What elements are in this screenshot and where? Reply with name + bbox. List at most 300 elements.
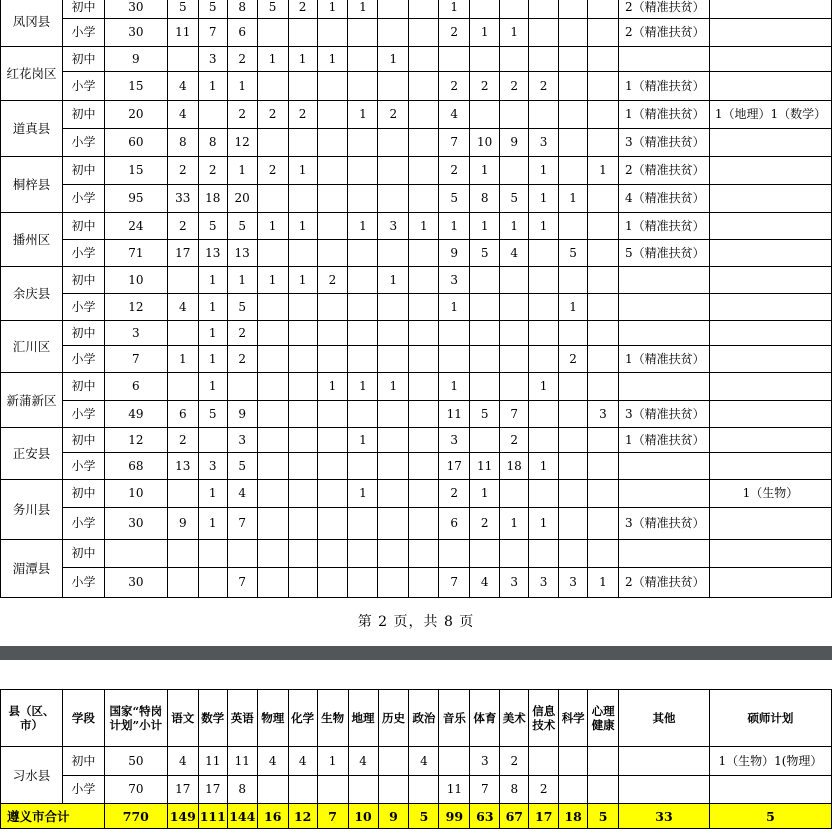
school-stage: 初中 xyxy=(62,101,104,129)
count-cell xyxy=(588,72,619,101)
count-cell: 1 xyxy=(227,267,257,294)
other-cell xyxy=(618,453,709,480)
count-cell: 4 xyxy=(348,747,378,776)
count-cell xyxy=(348,129,378,157)
count-cell: 8 xyxy=(198,129,227,157)
count-cell: 1 xyxy=(198,294,227,321)
total-cell: 33 xyxy=(619,804,710,829)
count-cell xyxy=(348,294,378,321)
count-cell: 7 xyxy=(104,346,167,373)
count-cell xyxy=(317,129,348,157)
page-separator xyxy=(0,646,832,660)
count-cell xyxy=(439,321,470,346)
count-cell xyxy=(559,213,588,240)
count-cell: 9 xyxy=(104,47,167,72)
count-cell: 1 xyxy=(439,373,470,401)
count-cell xyxy=(257,321,288,346)
count-cell xyxy=(409,428,439,453)
count-cell xyxy=(500,373,529,401)
other-cell: 1（精准扶贫） xyxy=(618,213,709,240)
count-cell: 5 xyxy=(227,213,257,240)
count-cell xyxy=(378,321,409,346)
other-cell: 1（精准扶贫） xyxy=(618,101,709,129)
count-cell xyxy=(257,428,288,453)
count-cell: 2 xyxy=(167,428,198,453)
count-cell: 5 xyxy=(559,240,588,267)
count-cell: 4 xyxy=(167,747,198,776)
count-cell: 3 xyxy=(588,401,619,428)
county-name: 正安县 xyxy=(1,428,63,480)
count-cell xyxy=(559,540,588,568)
count-cell xyxy=(317,72,348,101)
count-cell xyxy=(257,508,288,540)
count-cell xyxy=(588,240,619,267)
count-cell: 11 xyxy=(470,453,500,480)
count-cell: 30 xyxy=(104,508,167,540)
count-cell: 2 xyxy=(470,508,500,540)
school-stage: 小学 xyxy=(62,294,104,321)
count-cell xyxy=(470,294,500,321)
count-cell: 1 xyxy=(348,0,378,19)
table-row xyxy=(1,101,832,129)
count-cell xyxy=(529,480,559,508)
count-cell xyxy=(257,129,288,157)
count-cell: 3 xyxy=(470,747,500,776)
count-cell xyxy=(588,776,619,804)
header-history: 历史 xyxy=(378,690,409,747)
count-cell xyxy=(559,19,588,47)
count-cell: 2 xyxy=(227,346,257,373)
header-pe: 体育 xyxy=(470,690,500,747)
count-cell: 17 xyxy=(167,776,198,804)
count-cell xyxy=(559,129,588,157)
count-cell xyxy=(348,401,378,428)
count-cell xyxy=(378,185,409,213)
header-chemistry: 化学 xyxy=(288,690,317,747)
count-cell xyxy=(588,213,619,240)
master-plan-cell xyxy=(709,129,831,157)
count-cell: 4 xyxy=(439,101,470,129)
count-cell: 1 xyxy=(227,157,257,185)
count-cell: 1 xyxy=(257,267,288,294)
count-cell: 1 xyxy=(348,480,378,508)
count-cell: 5 xyxy=(470,401,500,428)
count-cell xyxy=(529,267,559,294)
count-cell: 5 xyxy=(257,0,288,19)
count-cell: 7 xyxy=(470,776,500,804)
count-cell xyxy=(378,428,409,453)
count-cell: 2 xyxy=(288,101,317,129)
count-cell xyxy=(348,72,378,101)
count-cell xyxy=(348,19,378,47)
count-cell: 7 xyxy=(198,19,227,47)
total-cell: 12 xyxy=(288,804,317,829)
total-cell: 149 xyxy=(167,804,198,829)
count-cell: 2 xyxy=(198,157,227,185)
table-row xyxy=(1,373,832,401)
total-cell: 99 xyxy=(439,804,470,829)
count-cell: 9 xyxy=(439,240,470,267)
count-cell xyxy=(167,321,198,346)
count-cell xyxy=(588,0,619,19)
count-cell xyxy=(288,428,317,453)
count-cell xyxy=(409,540,439,568)
count-cell xyxy=(439,747,470,776)
count-cell: 4 xyxy=(500,240,529,267)
count-cell: 1 xyxy=(198,480,227,508)
count-cell xyxy=(439,540,470,568)
count-cell: 8 xyxy=(167,129,198,157)
count-cell: 18 xyxy=(198,185,227,213)
count-cell xyxy=(500,480,529,508)
count-cell xyxy=(378,776,409,804)
county-name: 凤冈县 xyxy=(1,0,63,47)
count-cell xyxy=(288,321,317,346)
count-cell: 1 xyxy=(288,157,317,185)
count-cell xyxy=(348,508,378,540)
count-cell xyxy=(559,776,588,804)
count-cell xyxy=(378,129,409,157)
table-row xyxy=(1,321,832,346)
header-psychology: 心理健康 xyxy=(588,690,619,747)
other-cell xyxy=(618,480,709,508)
count-cell: 7 xyxy=(227,568,257,598)
count-cell xyxy=(288,373,317,401)
count-cell: 2 xyxy=(317,267,348,294)
count-cell: 30 xyxy=(104,0,167,19)
total-cell: 16 xyxy=(257,804,288,829)
count-cell xyxy=(409,267,439,294)
count-cell xyxy=(317,294,348,321)
count-cell xyxy=(559,373,588,401)
county-name: 红花岗区 xyxy=(1,47,63,101)
count-cell: 3 xyxy=(439,428,470,453)
count-cell: 1 xyxy=(227,72,257,101)
count-cell xyxy=(529,294,559,321)
count-cell xyxy=(348,47,378,72)
header-geography: 地理 xyxy=(348,690,378,747)
master-plan-cell xyxy=(709,321,831,346)
table-row xyxy=(1,747,832,776)
count-cell xyxy=(288,568,317,598)
school-stage: 初中 xyxy=(62,428,104,453)
count-cell xyxy=(167,480,198,508)
count-cell: 13 xyxy=(227,240,257,267)
header-county: 县（区、市） xyxy=(1,690,63,747)
count-cell xyxy=(378,346,409,373)
count-cell xyxy=(348,568,378,598)
count-cell xyxy=(500,540,529,568)
table-row xyxy=(1,401,832,428)
count-cell xyxy=(378,157,409,185)
table-row xyxy=(1,19,832,47)
count-cell xyxy=(500,294,529,321)
count-cell: 1 xyxy=(198,508,227,540)
count-cell: 7 xyxy=(439,129,470,157)
count-cell xyxy=(559,72,588,101)
count-cell xyxy=(588,267,619,294)
count-cell: 7 xyxy=(439,568,470,598)
count-cell xyxy=(198,101,227,129)
count-cell: 1 xyxy=(348,213,378,240)
master-plan-cell xyxy=(709,346,831,373)
total-cell: 7 xyxy=(317,804,348,829)
count-cell: 20 xyxy=(227,185,257,213)
count-cell xyxy=(378,0,409,19)
count-cell xyxy=(500,47,529,72)
count-cell: 4 xyxy=(167,72,198,101)
count-cell: 1 xyxy=(439,213,470,240)
count-cell: 68 xyxy=(104,453,167,480)
count-cell: 4 xyxy=(227,480,257,508)
count-cell: 2 xyxy=(439,72,470,101)
total-cell: 144 xyxy=(227,804,257,829)
count-cell: 3 xyxy=(529,568,559,598)
count-cell: 2 xyxy=(500,72,529,101)
count-cell xyxy=(559,47,588,72)
master-plan-cell: 1（地理）1（数学） xyxy=(709,101,831,129)
count-cell xyxy=(288,480,317,508)
header-subtotal: 国家“特岗计划”小计 xyxy=(104,690,167,747)
school-stage: 初中 xyxy=(62,480,104,508)
count-cell xyxy=(167,47,198,72)
count-cell xyxy=(317,540,348,568)
count-cell xyxy=(257,240,288,267)
count-cell xyxy=(378,540,409,568)
count-cell: 7 xyxy=(500,401,529,428)
count-cell xyxy=(588,47,619,72)
count-cell: 5 xyxy=(198,0,227,19)
count-cell xyxy=(529,747,559,776)
count-cell: 10 xyxy=(104,267,167,294)
county-name: 余庆县 xyxy=(1,267,63,321)
count-cell xyxy=(288,776,317,804)
count-cell: 1 xyxy=(470,157,500,185)
table-row xyxy=(1,294,832,321)
count-cell: 1 xyxy=(588,568,619,598)
count-cell: 2 xyxy=(500,747,529,776)
master-plan-cell xyxy=(709,508,831,540)
count-cell: 1 xyxy=(439,0,470,19)
other-cell xyxy=(619,776,710,804)
other-cell: 3（精准扶贫） xyxy=(618,401,709,428)
table-header-row xyxy=(1,690,832,747)
count-cell xyxy=(348,157,378,185)
count-cell: 4 xyxy=(288,747,317,776)
count-cell xyxy=(317,480,348,508)
count-cell: 4 xyxy=(167,101,198,129)
master-plan-cell xyxy=(709,19,831,47)
total-row xyxy=(1,804,832,829)
count-cell xyxy=(409,47,439,72)
count-cell: 2 xyxy=(257,157,288,185)
table-row xyxy=(1,213,832,240)
count-cell xyxy=(500,267,529,294)
header-english: 英语 xyxy=(227,690,257,747)
school-stage: 小学 xyxy=(62,19,104,47)
master-plan-cell xyxy=(709,540,831,568)
count-cell xyxy=(317,508,348,540)
count-cell: 1 xyxy=(348,373,378,401)
count-cell xyxy=(409,453,439,480)
header-science: 科学 xyxy=(559,690,588,747)
count-cell: 12 xyxy=(104,294,167,321)
count-cell xyxy=(198,428,227,453)
count-cell: 5 xyxy=(227,294,257,321)
count-cell xyxy=(409,240,439,267)
count-cell xyxy=(470,346,500,373)
count-cell: 17 xyxy=(198,776,227,804)
count-cell: 2 xyxy=(288,0,317,19)
total-cell: 63 xyxy=(470,804,500,829)
count-cell xyxy=(409,185,439,213)
count-cell xyxy=(588,747,619,776)
count-cell: 60 xyxy=(104,129,167,157)
other-cell: 2（精准扶贫） xyxy=(618,0,709,19)
count-cell: 1 xyxy=(317,747,348,776)
count-cell xyxy=(500,101,529,129)
count-cell: 1 xyxy=(529,508,559,540)
count-cell: 3 xyxy=(529,129,559,157)
count-cell xyxy=(378,294,409,321)
count-cell: 1 xyxy=(529,453,559,480)
count-cell: 1 xyxy=(529,213,559,240)
school-stage: 小学 xyxy=(62,129,104,157)
count-cell xyxy=(378,508,409,540)
count-cell xyxy=(470,47,500,72)
count-cell xyxy=(409,101,439,129)
count-cell: 9 xyxy=(227,401,257,428)
count-cell xyxy=(588,373,619,401)
count-cell: 12 xyxy=(104,428,167,453)
count-cell xyxy=(588,346,619,373)
school-stage: 初中 xyxy=(62,321,104,346)
other-cell: 2（精准扶贫） xyxy=(618,568,709,598)
count-cell: 1 xyxy=(500,508,529,540)
count-cell xyxy=(288,129,317,157)
count-cell: 1 xyxy=(500,19,529,47)
school-stage: 小学 xyxy=(62,346,104,373)
other-cell xyxy=(619,747,710,776)
count-cell: 2 xyxy=(439,157,470,185)
count-cell xyxy=(529,240,559,267)
count-cell: 30 xyxy=(104,19,167,47)
count-cell xyxy=(288,19,317,47)
count-cell xyxy=(409,72,439,101)
count-cell xyxy=(470,373,500,401)
count-cell xyxy=(409,294,439,321)
count-cell xyxy=(348,267,378,294)
count-cell: 2 xyxy=(439,19,470,47)
other-cell xyxy=(618,540,709,568)
count-cell: 3 xyxy=(198,453,227,480)
count-cell: 13 xyxy=(167,453,198,480)
school-stage: 初中 xyxy=(62,157,104,185)
other-cell: 1（精准扶贫） xyxy=(618,72,709,101)
count-cell: 1 xyxy=(198,373,227,401)
school-stage: 初中 xyxy=(62,747,104,776)
count-cell xyxy=(409,129,439,157)
count-cell: 1 xyxy=(409,213,439,240)
master-plan-cell xyxy=(709,294,831,321)
count-cell xyxy=(559,321,588,346)
county-name: 新蒲新区 xyxy=(1,373,63,428)
total-cell: 5 xyxy=(409,804,439,829)
count-cell: 1 xyxy=(529,373,559,401)
county-name: 汇川区 xyxy=(1,321,63,373)
count-cell xyxy=(257,19,288,47)
county-name: 湄潭县 xyxy=(1,540,63,598)
count-cell xyxy=(317,240,348,267)
other-cell: 4（精准扶贫） xyxy=(618,185,709,213)
count-cell: 5 xyxy=(500,185,529,213)
count-cell: 30 xyxy=(104,568,167,598)
count-cell xyxy=(529,19,559,47)
count-cell: 11 xyxy=(198,747,227,776)
total-cell: 17 xyxy=(529,804,559,829)
school-stage: 小学 xyxy=(62,776,104,804)
count-cell: 3 xyxy=(439,267,470,294)
count-cell xyxy=(288,508,317,540)
count-cell xyxy=(317,568,348,598)
count-cell xyxy=(317,213,348,240)
count-cell: 11 xyxy=(439,776,470,804)
master-plan-cell xyxy=(709,401,831,428)
count-cell: 1 xyxy=(317,0,348,19)
count-cell: 1 xyxy=(198,72,227,101)
count-cell xyxy=(439,47,470,72)
master-plan-cell xyxy=(709,157,831,185)
count-cell: 6 xyxy=(227,19,257,47)
count-cell xyxy=(559,508,588,540)
total-cell: 111 xyxy=(198,804,227,829)
count-cell: 1 xyxy=(288,47,317,72)
count-cell: 5 xyxy=(198,213,227,240)
count-cell: 95 xyxy=(104,185,167,213)
count-cell: 1 xyxy=(529,157,559,185)
count-cell: 1 xyxy=(317,47,348,72)
count-cell xyxy=(348,453,378,480)
count-cell: 1 xyxy=(500,213,529,240)
master-plan-cell: 1（生物） xyxy=(709,480,831,508)
count-cell: 1 xyxy=(559,294,588,321)
count-cell xyxy=(257,480,288,508)
master-plan-cell xyxy=(709,72,831,101)
count-cell: 2 xyxy=(227,47,257,72)
count-cell xyxy=(167,540,198,568)
count-cell xyxy=(559,428,588,453)
count-cell xyxy=(317,453,348,480)
count-cell xyxy=(409,776,439,804)
school-stage: 初中 xyxy=(62,213,104,240)
count-cell: 4 xyxy=(257,747,288,776)
count-cell: 2 xyxy=(167,213,198,240)
count-cell: 9 xyxy=(500,129,529,157)
table-row xyxy=(1,240,832,267)
header-other: 其他 xyxy=(619,690,710,747)
table-row xyxy=(1,267,832,294)
count-cell xyxy=(409,508,439,540)
count-cell: 24 xyxy=(104,213,167,240)
page-footer: 第 2 页，共 8 页 xyxy=(357,614,475,630)
count-cell xyxy=(257,453,288,480)
count-cell xyxy=(439,346,470,373)
master-plan-cell xyxy=(709,213,831,240)
total-label: 遵义市合计 xyxy=(1,804,105,829)
header-chinese: 语文 xyxy=(167,690,198,747)
count-cell xyxy=(529,321,559,346)
other-cell: 2（精准扶贫） xyxy=(618,157,709,185)
